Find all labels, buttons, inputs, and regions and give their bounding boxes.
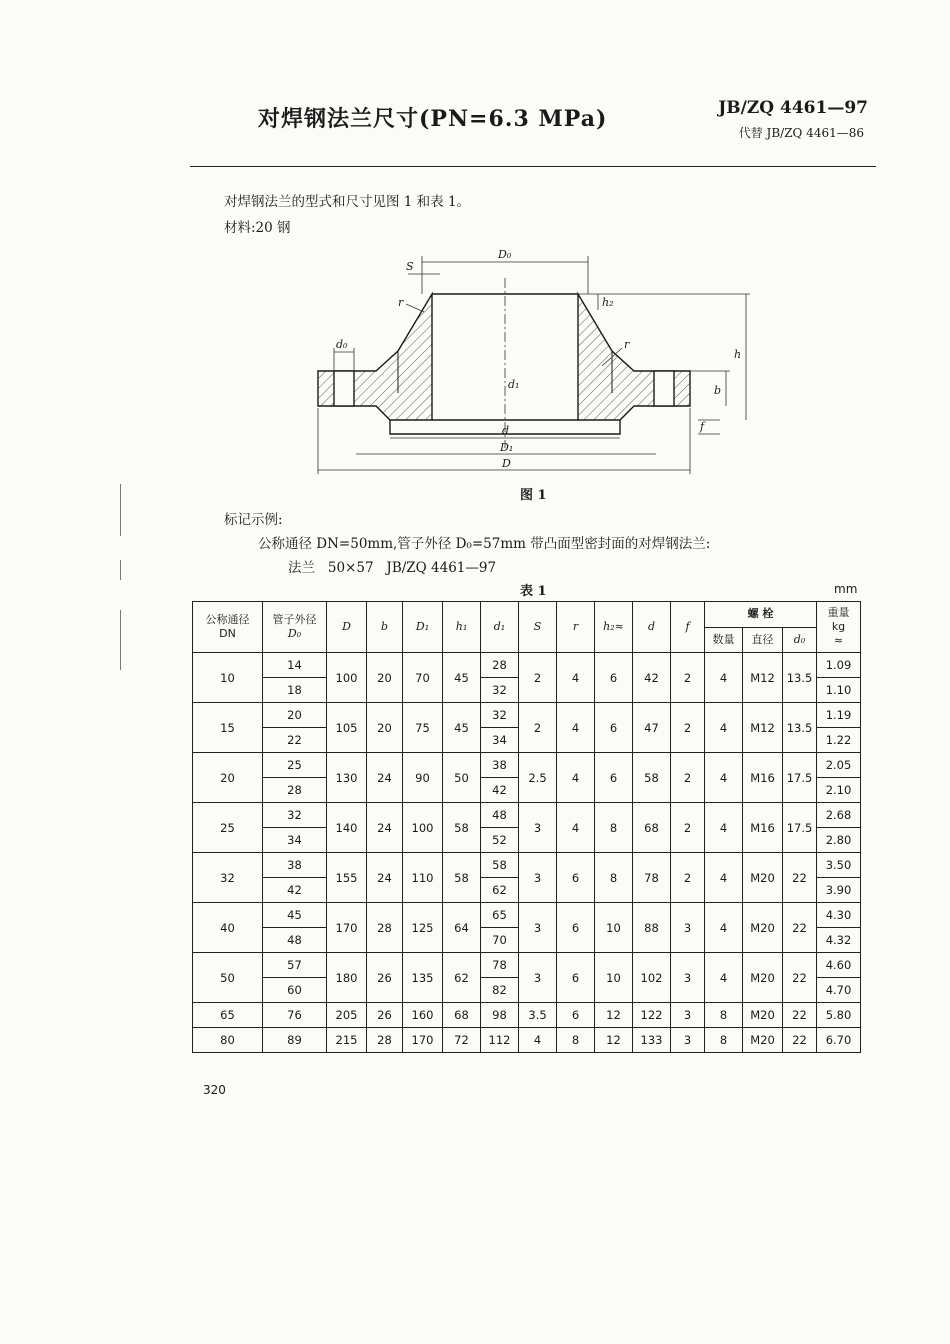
cell-b: 20 xyxy=(367,703,403,753)
cell-weight: 2.80 xyxy=(817,828,861,853)
cell-f: 2 xyxy=(671,653,705,703)
label-f: f xyxy=(700,420,705,433)
cell-S: 2.5 xyxy=(519,753,557,803)
cell-d1: 42 xyxy=(481,778,519,803)
marking-heading: 标记示例: xyxy=(224,512,283,528)
cell-f: 2 xyxy=(671,803,705,853)
cell-weight: 3.90 xyxy=(817,878,861,903)
cell-qty: 8 xyxy=(705,1028,743,1053)
intro-text: 对焊钢法兰的型式和尺寸见图 1 和表 1。 xyxy=(224,194,471,210)
cell-f: 3 xyxy=(671,903,705,953)
table-header-row xyxy=(193,602,861,628)
cell-weight: 6.70 xyxy=(817,1028,861,1053)
cell-d1: 32 xyxy=(481,678,519,703)
cell-f: 3 xyxy=(671,1028,705,1053)
cell-d: 58 xyxy=(633,753,671,803)
table-title: 表 1 xyxy=(520,584,547,599)
cell-qty: 4 xyxy=(705,903,743,953)
cell-d1: 32 xyxy=(481,703,519,728)
cell-h2: 10 xyxy=(595,953,633,1003)
cell-d1: 98 xyxy=(481,1003,519,1028)
cell-d1: 65 xyxy=(481,903,519,928)
label-h: h xyxy=(734,348,742,361)
cell-dia: M12 xyxy=(743,703,783,753)
cell-h1: 58 xyxy=(443,803,481,853)
cell-qty: 4 xyxy=(705,953,743,1003)
cell-D: 155 xyxy=(327,853,367,903)
header-bolt-d0: d₀ xyxy=(783,627,817,653)
cell-D: 100 xyxy=(327,653,367,703)
cell-weight: 4.60 xyxy=(817,953,861,978)
cell-b: 20 xyxy=(367,653,403,703)
table-unit: mm xyxy=(834,582,858,596)
header-D1: D₁ xyxy=(403,602,443,653)
header-bolt: 螺 栓 xyxy=(705,602,817,628)
cell-D1: 135 xyxy=(403,953,443,1003)
header-b: b xyxy=(367,602,403,653)
cell-D1: 125 xyxy=(403,903,443,953)
cell-pipe-od: 38 xyxy=(263,853,327,878)
cell-weight: 1.19 xyxy=(817,703,861,728)
cell-f: 2 xyxy=(671,853,705,903)
cell-D: 205 xyxy=(327,1003,367,1028)
cell-bd0: 22 xyxy=(783,953,817,1003)
cell-h2: 12 xyxy=(595,1003,633,1028)
cell-r: 6 xyxy=(557,853,595,903)
header-d: d xyxy=(633,602,671,653)
table-row xyxy=(193,903,861,928)
cell-h1: 64 xyxy=(443,903,481,953)
cell-dn: 32 xyxy=(193,853,263,903)
cell-dn: 25 xyxy=(193,803,263,853)
cell-bd0: 13.5 xyxy=(783,703,817,753)
cell-r: 4 xyxy=(557,703,595,753)
header-d1: d₁ xyxy=(481,602,519,653)
cell-h2: 6 xyxy=(595,753,633,803)
cell-pipe-od: 14 xyxy=(263,653,327,678)
cell-d1: 78 xyxy=(481,953,519,978)
cell-d1: 62 xyxy=(481,878,519,903)
cell-qty: 4 xyxy=(705,803,743,853)
cell-D: 215 xyxy=(327,1028,367,1053)
cell-S: 3 xyxy=(519,903,557,953)
table-row xyxy=(193,953,861,978)
cell-d1: 28 xyxy=(481,653,519,678)
bolt-hole-left xyxy=(334,371,354,406)
flange-drawing xyxy=(300,248,742,483)
cell-S: 4 xyxy=(519,1028,557,1053)
label-r-right: r xyxy=(624,338,630,351)
cell-pipe: 89 xyxy=(263,1028,327,1053)
cell-pipe-od: 42 xyxy=(263,878,327,903)
table-row xyxy=(193,753,861,778)
cell-D1: 100 xyxy=(403,803,443,853)
cell-weight: 2.05 xyxy=(817,753,861,778)
table-row xyxy=(193,853,861,878)
cell-bd0: 17.5 xyxy=(783,753,817,803)
cell-qty: 8 xyxy=(705,1003,743,1028)
cell-d: 68 xyxy=(633,803,671,853)
margin-mark xyxy=(120,610,121,670)
cell-dia: M20 xyxy=(743,853,783,903)
replaces-standard: 代替 JB/ZQ 4461—86 xyxy=(738,126,864,140)
header-pipe-od-symbol: D₀ xyxy=(287,627,302,640)
cell-b: 24 xyxy=(367,753,403,803)
cell-D1: 75 xyxy=(403,703,443,753)
cell-b: 26 xyxy=(367,1003,403,1028)
cell-d1: 70 xyxy=(481,928,519,953)
table-row xyxy=(193,1003,861,1028)
cell-d: 133 xyxy=(633,1028,671,1053)
header-h2: h₂≈ xyxy=(595,602,633,653)
cell-f: 3 xyxy=(671,953,705,1003)
header-bolt-dia: 直径 xyxy=(743,627,783,653)
cell-b: 24 xyxy=(367,853,403,903)
label-r-left: r xyxy=(398,296,404,309)
cell-f: 2 xyxy=(671,753,705,803)
cell-d: 102 xyxy=(633,953,671,1003)
cell-pipe-od: 34 xyxy=(263,828,327,853)
label-D0: D₀ xyxy=(498,248,512,261)
cell-r: 6 xyxy=(557,1003,595,1028)
cell-dia: M20 xyxy=(743,953,783,1003)
label-b: b xyxy=(714,384,722,397)
cell-d1: 38 xyxy=(481,753,519,778)
cell-D: 130 xyxy=(327,753,367,803)
header-bolt-qty: 数量 xyxy=(705,627,743,653)
cell-pipe-od: 57 xyxy=(263,953,327,978)
cell-pipe-od: 45 xyxy=(263,903,327,928)
cell-S: 3.5 xyxy=(519,1003,557,1028)
cell-D: 140 xyxy=(327,803,367,853)
cell-h1: 58 xyxy=(443,853,481,903)
cell-bd0: 22 xyxy=(783,1003,817,1028)
table-row xyxy=(193,653,861,678)
cell-weight: 4.70 xyxy=(817,978,861,1003)
cell-dia: M16 xyxy=(743,753,783,803)
cell-h1: 62 xyxy=(443,953,481,1003)
cell-bd0: 13.5 xyxy=(783,653,817,703)
cell-S: 2 xyxy=(519,703,557,753)
cell-pipe-od: 20 xyxy=(263,703,327,728)
table-row xyxy=(193,1028,861,1053)
cell-S: 2 xyxy=(519,653,557,703)
cell-b: 28 xyxy=(367,903,403,953)
cell-d1: 112 xyxy=(481,1028,519,1053)
cell-h1: 68 xyxy=(443,1003,481,1028)
cell-d1: 52 xyxy=(481,828,519,853)
page-number: 320 xyxy=(203,1083,226,1097)
cell-weight: 1.22 xyxy=(817,728,861,753)
header-D: D xyxy=(327,602,367,653)
cell-qty: 4 xyxy=(705,653,743,703)
cell-qty: 4 xyxy=(705,853,743,903)
cell-d: 78 xyxy=(633,853,671,903)
cell-f: 2 xyxy=(671,703,705,753)
dimension-table xyxy=(192,601,861,1053)
cell-d1: 48 xyxy=(481,803,519,828)
header-dn xyxy=(193,602,263,653)
cell-pipe: 76 xyxy=(263,1003,327,1028)
figure-caption: 图 1 xyxy=(520,488,547,503)
cell-bd0: 17.5 xyxy=(783,803,817,853)
cell-d1: 82 xyxy=(481,978,519,1003)
cell-f: 3 xyxy=(671,1003,705,1028)
cell-D: 105 xyxy=(327,703,367,753)
cell-h2: 6 xyxy=(595,703,633,753)
cell-dn: 10 xyxy=(193,653,263,703)
cell-pipe-od: 60 xyxy=(263,978,327,1003)
cell-pipe-od: 48 xyxy=(263,928,327,953)
material-text: 材料:20 钢 xyxy=(224,220,291,236)
cell-S: 3 xyxy=(519,803,557,853)
cell-dia: M20 xyxy=(743,903,783,953)
header-weight-unit: kg xyxy=(831,620,846,633)
cell-D1: 110 xyxy=(403,853,443,903)
cell-dn: 40 xyxy=(193,903,263,953)
cell-weight: 3.50 xyxy=(817,853,861,878)
cell-D1: 90 xyxy=(403,753,443,803)
cell-d: 88 xyxy=(633,903,671,953)
cell-d1: 58 xyxy=(481,853,519,878)
cell-weight: 2.10 xyxy=(817,778,861,803)
header-f: f xyxy=(671,602,705,653)
label-h2: h₂ xyxy=(602,296,614,309)
cell-dn: 80 xyxy=(193,1028,263,1053)
cell-b: 26 xyxy=(367,953,403,1003)
header-rule xyxy=(190,166,876,167)
header-pipe-od xyxy=(263,602,327,653)
cell-weight: 4.30 xyxy=(817,903,861,928)
cell-dn: 15 xyxy=(193,703,263,753)
cell-bd0: 22 xyxy=(783,1028,817,1053)
cell-D1: 160 xyxy=(403,1003,443,1028)
cell-b: 24 xyxy=(367,803,403,853)
marking-example: 法兰 50×57 JB/ZQ 4461—97 xyxy=(288,560,497,576)
cell-weight: 1.10 xyxy=(817,678,861,703)
cell-D: 180 xyxy=(327,953,367,1003)
label-S: S xyxy=(406,260,414,273)
cell-weight: 5.80 xyxy=(817,1003,861,1028)
cell-h1: 45 xyxy=(443,703,481,753)
margin-mark xyxy=(120,484,121,536)
header-pipe-od-label: 管子外径 xyxy=(272,613,317,626)
label-d1: d₁ xyxy=(508,378,520,391)
cell-r: 4 xyxy=(557,803,595,853)
cell-h1: 50 xyxy=(443,753,481,803)
cell-r: 8 xyxy=(557,1028,595,1053)
standard-number: JB/ZQ 4461—97 xyxy=(718,98,868,118)
cell-h2: 8 xyxy=(595,803,633,853)
cell-r: 6 xyxy=(557,903,595,953)
header-r: r xyxy=(557,602,595,653)
cell-S: 3 xyxy=(519,853,557,903)
cell-S: 3 xyxy=(519,953,557,1003)
cell-r: 6 xyxy=(557,953,595,1003)
header-weight-approx: ≈ xyxy=(833,634,844,647)
header-dn-symbol: DN xyxy=(219,627,236,640)
cell-pipe-od: 28 xyxy=(263,778,327,803)
cell-pipe-od: 22 xyxy=(263,728,327,753)
cell-d1: 34 xyxy=(481,728,519,753)
margin-mark xyxy=(120,560,121,580)
header-S: S xyxy=(519,602,557,653)
cell-h2: 12 xyxy=(595,1028,633,1053)
cell-dia: M20 xyxy=(743,1003,783,1028)
page-title: 对焊钢法兰尺寸(PN=6.3 MPa) xyxy=(258,106,608,132)
label-D1: D₁ xyxy=(500,441,514,454)
cell-dia: M12 xyxy=(743,653,783,703)
cell-h2: 6 xyxy=(595,653,633,703)
table-row xyxy=(193,703,861,728)
header-dn-label: 公称通径 xyxy=(205,613,250,626)
cell-d: 122 xyxy=(633,1003,671,1028)
cell-D1: 170 xyxy=(403,1028,443,1053)
label-D: D xyxy=(502,457,511,470)
label-d0: d₀ xyxy=(336,338,348,351)
cell-weight: 2.68 xyxy=(817,803,861,828)
cell-dia: M16 xyxy=(743,803,783,853)
cell-d: 47 xyxy=(633,703,671,753)
cell-D: 170 xyxy=(327,903,367,953)
cell-dn: 20 xyxy=(193,753,263,803)
label-d: d xyxy=(502,424,510,437)
cell-bd0: 22 xyxy=(783,853,817,903)
header-h1: h₁ xyxy=(443,602,481,653)
bolt-hole-right xyxy=(654,371,674,406)
cell-D1: 70 xyxy=(403,653,443,703)
cell-pipe-od: 18 xyxy=(263,678,327,703)
cell-h1: 45 xyxy=(443,653,481,703)
cell-dia: M20 xyxy=(743,1028,783,1053)
table-row xyxy=(193,803,861,828)
marking-description: 公称通径 DN=50mm,管子外径 D₀=57mm 带凸面型密封面的对焊钢法兰: xyxy=(258,536,711,552)
cell-b: 28 xyxy=(367,1028,403,1053)
cell-weight: 1.09 xyxy=(817,653,861,678)
cell-r: 4 xyxy=(557,653,595,703)
header-weight xyxy=(817,602,861,653)
cell-h2: 8 xyxy=(595,853,633,903)
cell-d: 42 xyxy=(633,653,671,703)
cell-dn: 50 xyxy=(193,953,263,1003)
cell-bd0: 22 xyxy=(783,903,817,953)
cell-h1: 72 xyxy=(443,1028,481,1053)
cell-qty: 4 xyxy=(705,753,743,803)
cell-weight: 4.32 xyxy=(817,928,861,953)
cell-pipe-od: 32 xyxy=(263,803,327,828)
cell-pipe-od: 25 xyxy=(263,753,327,778)
cell-dn: 65 xyxy=(193,1003,263,1028)
cell-h2: 10 xyxy=(595,903,633,953)
cell-r: 4 xyxy=(557,753,595,803)
cell-qty: 4 xyxy=(705,703,743,753)
header-weight-label: 重量 xyxy=(827,606,850,619)
